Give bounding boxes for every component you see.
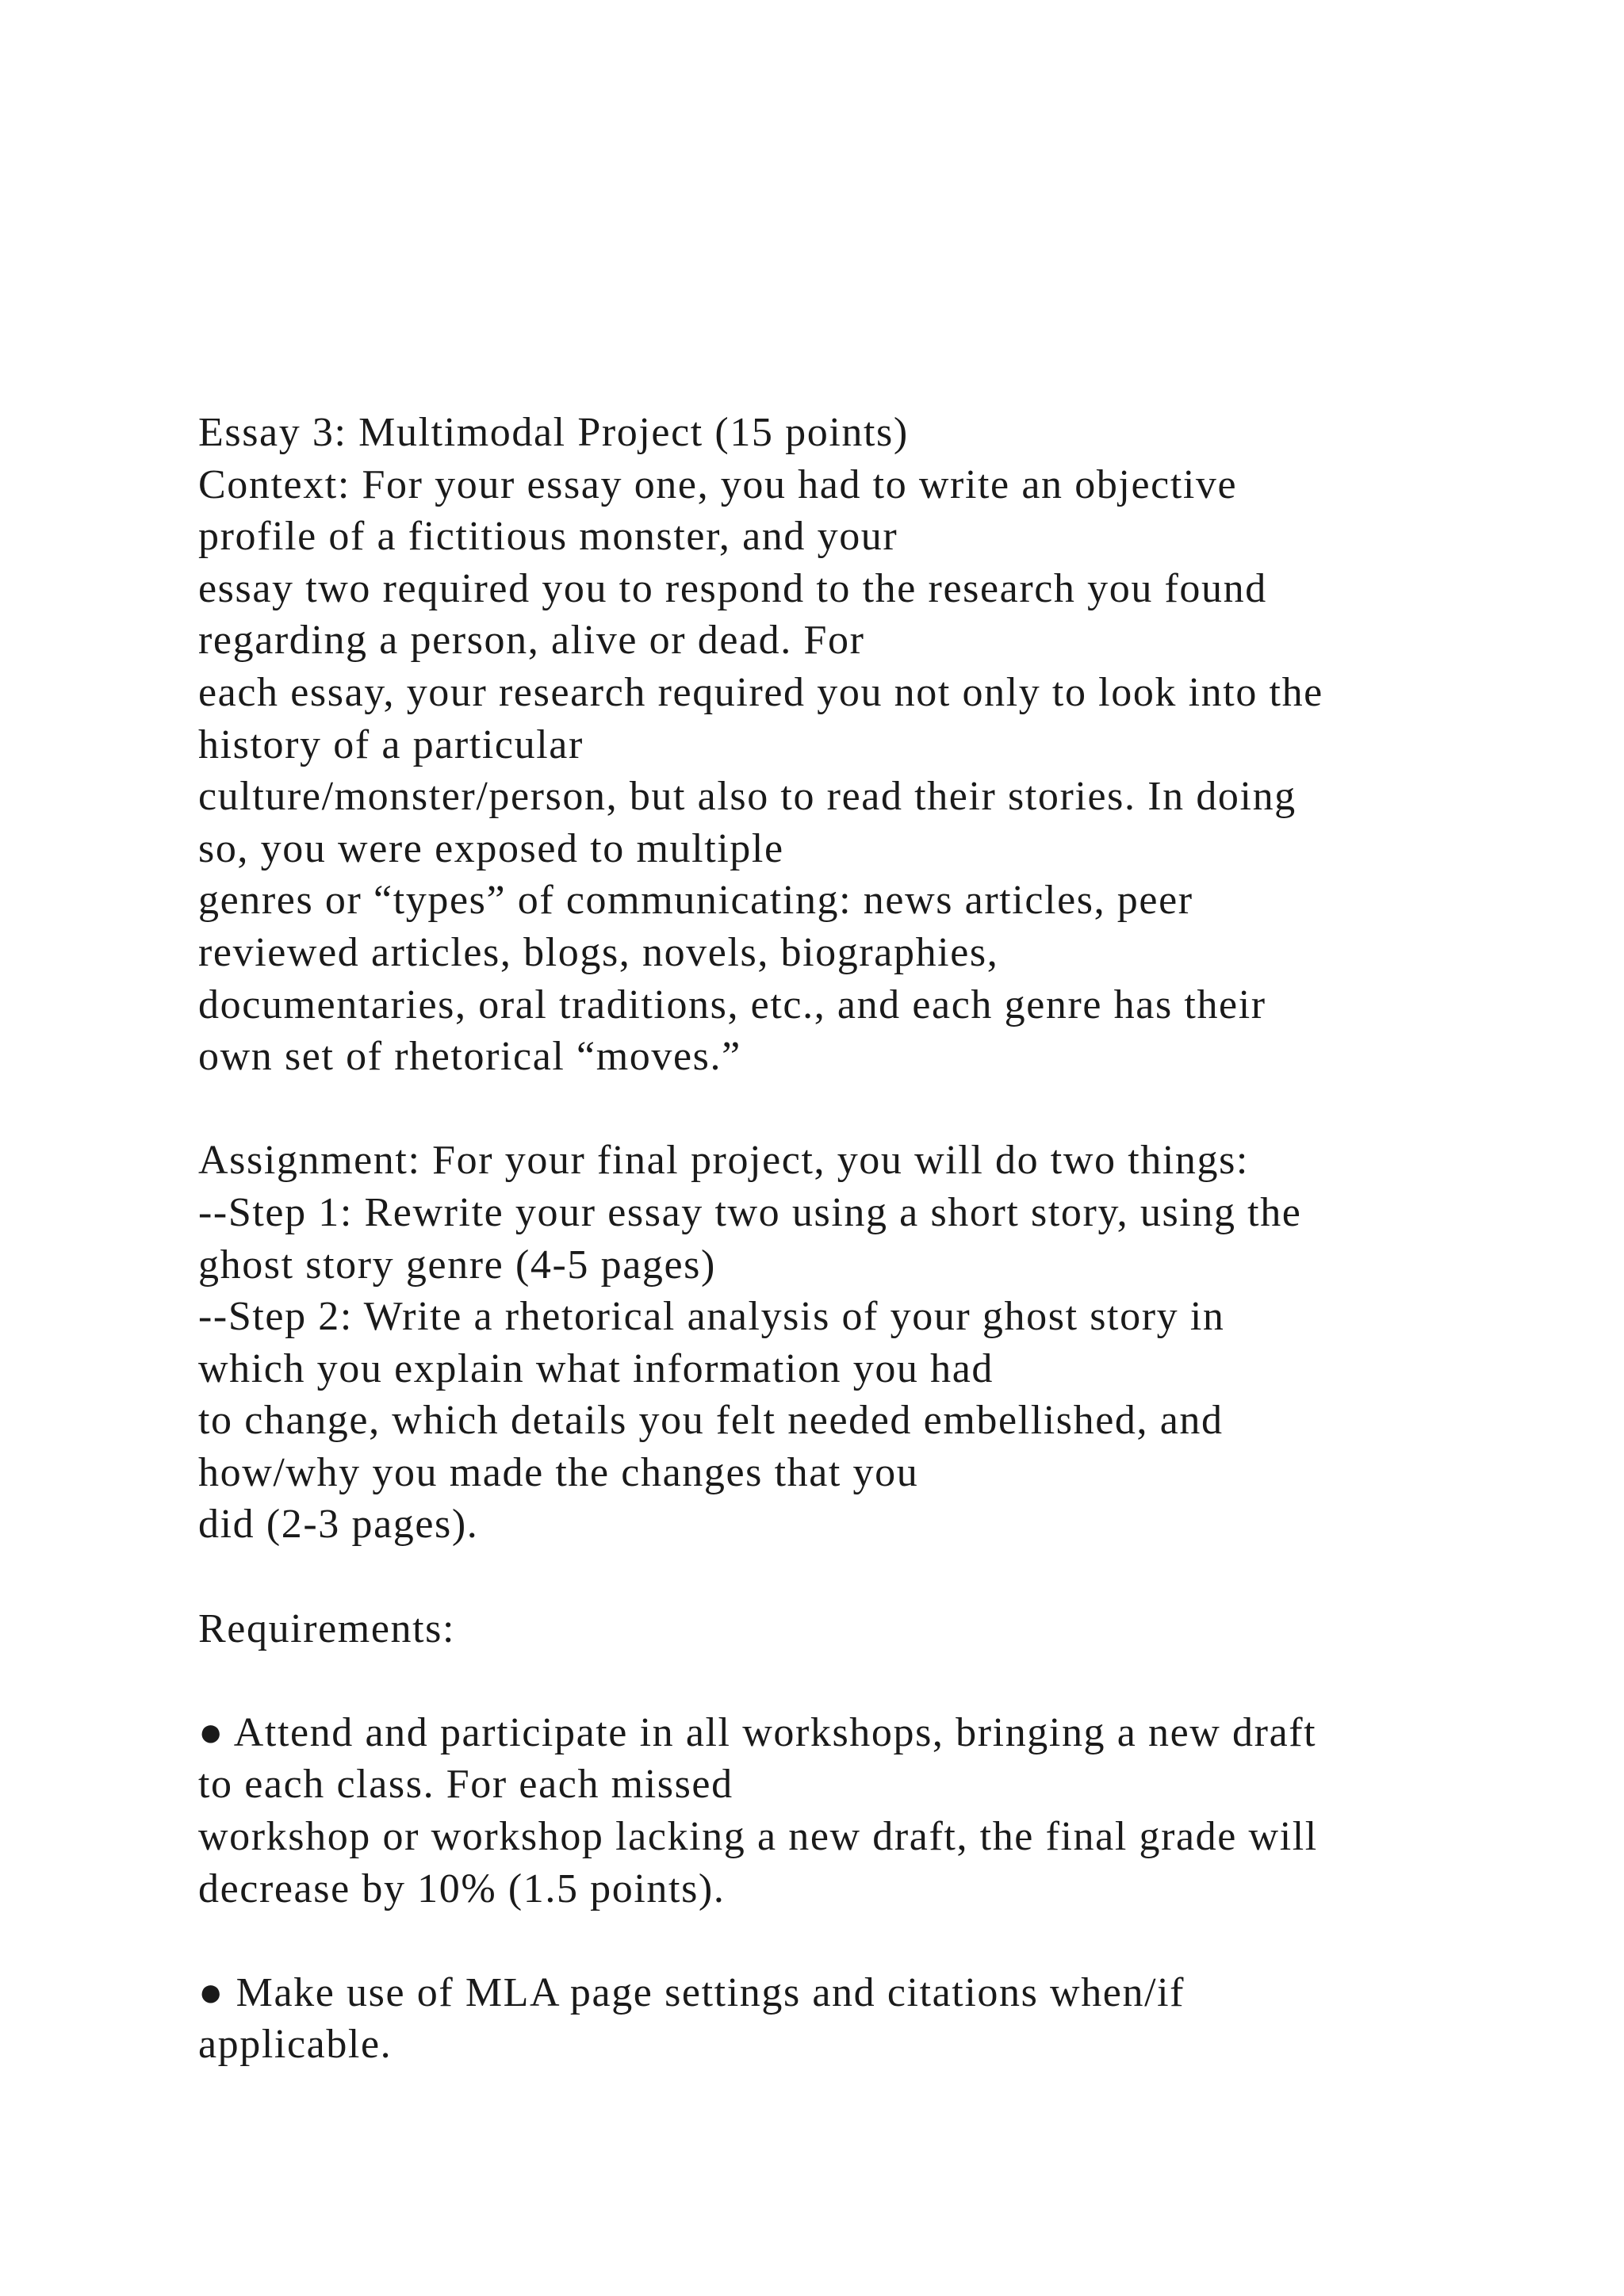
paragraph-spacer: [198, 1915, 1546, 1967]
assignment-paragraph: [198, 1135, 1546, 1551]
paragraph-spacer: [198, 1083, 1546, 1135]
assignment-line: ghost story genre (4-5 pages): [198, 1242, 716, 1288]
requirement-line: decrease by 10% (1.5 points).: [198, 1866, 726, 1911]
essay-title: Essay 3: Multimodal Project (15 points): [198, 410, 909, 455]
paragraph-spacer: [198, 1551, 1546, 1603]
requirement-item-workshops: [198, 1707, 1546, 1915]
requirements-heading: Requirements:: [198, 1605, 456, 1651]
context-line: documentaries, oral traditions, etc., and each genre has their: [198, 982, 1266, 1027]
requirement-line: to each class. For each missed: [198, 1762, 733, 1808]
context-line: history of a particular: [198, 721, 584, 767]
context-line: regarding a person, alive or dead. For: [198, 618, 865, 664]
context-line: so, you were exposed to multiple: [198, 825, 784, 871]
context-line: each essay, your research required you not only to look into the: [198, 669, 1323, 715]
context-paragraph: [198, 459, 1546, 1083]
assignment-line: --Step 1: Rewrite your essay two using a short story, using the: [198, 1189, 1302, 1235]
paragraph-spacer: [198, 1655, 1546, 1707]
requirement-line: applicable.: [198, 2022, 393, 2068]
assignment-line: how/why you made the changes that you: [198, 1449, 919, 1495]
context-line: Context: For your essay one, you had to write an objective: [198, 461, 1238, 507]
assignment-line: which you explain what information you had: [198, 1345, 994, 1391]
context-line: culture/monster/person, but also to read their stories. In doing: [198, 774, 1297, 820]
context-line: profile of a fictitious monster, and your: [198, 514, 898, 560]
requirement-line: ● Make use of MLA page settings and citations when/if: [198, 1969, 1185, 2015]
assignment-line: to change, which details you felt needed embellished, and: [198, 1398, 1224, 1444]
context-line: reviewed articles, blogs, novels, biographies,: [198, 929, 999, 975]
requirement-line: ● Attend and participate in all workshops, bringing a new draft: [198, 1709, 1317, 1755]
requirement-item-mla: [198, 1967, 1546, 2071]
document-body: [198, 407, 1546, 2071]
context-line: own set of rhetorical “moves.”: [198, 1034, 741, 1080]
assignment-line: --Step 2: Write a rhetorical analysis of your ghost story in: [198, 1294, 1225, 1340]
requirement-line: workshop or workshop lacking a new draft, the final grade will: [198, 1814, 1318, 1860]
assignment-line: did (2-3 pages).: [198, 1502, 479, 1548]
assignment-line: Assignment: For your final project, you will do two things:: [198, 1138, 1249, 1184]
context-line: genres or “types” of communicating: news articles, peer: [198, 878, 1193, 924]
context-line: essay two required you to respond to the research you found: [198, 565, 1267, 611]
